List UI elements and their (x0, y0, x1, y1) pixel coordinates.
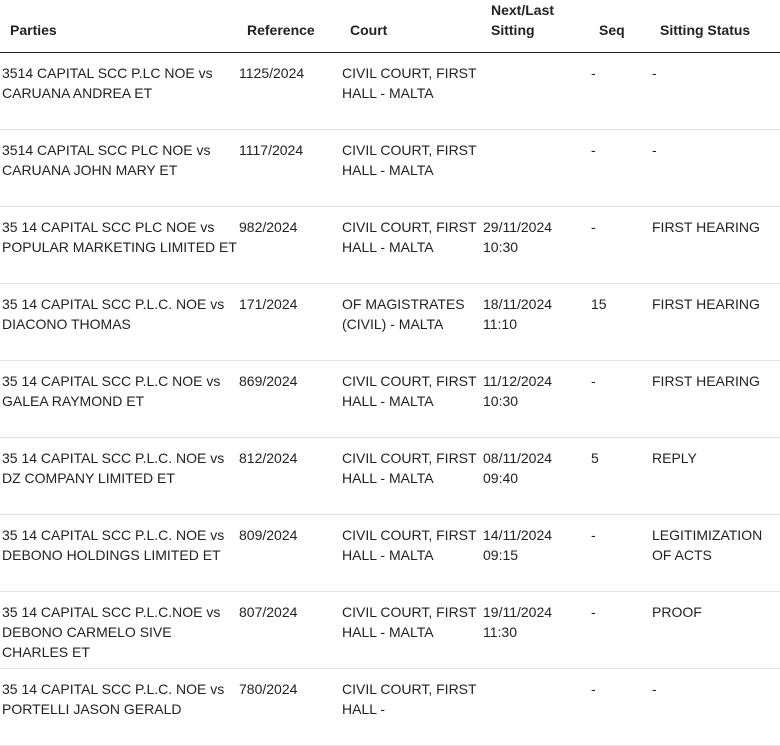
cell-parties: 35 14 CAPITAL SCC P.L.C. NOE vs DIACONO THOMAS (0, 284, 239, 361)
sitting-date: 11/12/2024 (483, 373, 553, 389)
sitting-time: 09:40 (483, 470, 519, 486)
header-sitting-status[interactable]: Sitting Status (652, 0, 780, 53)
cell-reference: 812/2024 (239, 438, 342, 515)
cell-next-last-sitting (483, 669, 591, 746)
sitting-time: 11:10 (483, 316, 517, 332)
cell-next-last-sitting (483, 53, 591, 130)
cell-sitting-status: FIRST HEARING (652, 361, 780, 438)
cell-reference: 809/2024 (239, 515, 342, 592)
cell-next-last-sitting (483, 592, 591, 669)
cell-court: CIVIL COURT, FIRST HALL - (342, 669, 483, 746)
table-row[interactable] (0, 669, 780, 746)
sitting-date: 14/11/2024 (483, 527, 553, 543)
cell-seq: 15 (591, 284, 652, 361)
table-header (0, 0, 780, 53)
cell-sitting-status: - (652, 130, 780, 207)
cell-next-last-sitting (483, 207, 591, 284)
table-row[interactable] (0, 284, 780, 361)
cell-reference: 869/2024 (239, 361, 342, 438)
cell-reference: 171/2024 (239, 284, 342, 361)
table-row[interactable] (0, 515, 780, 592)
cell-court: CIVIL COURT, FIRST HALL - MALTA (342, 53, 483, 130)
cell-parties: 35 14 CAPITAL SCC P.L.C. NOE vs DEBONO HOLDINGS LIMITED ET (0, 515, 239, 592)
header-sitting-line2: Sitting (491, 22, 535, 38)
cell-court: CIVIL COURT, FIRST HALL - MALTA (342, 438, 483, 515)
table-row[interactable] (0, 130, 780, 207)
sitting-time: 09:15 (483, 547, 519, 563)
cell-court: CIVIL COURT, FIRST HALL - MALTA (342, 130, 483, 207)
cell-reference: 1125/2024 (239, 53, 342, 130)
cell-parties: 35 14 CAPITAL SCC P.L.C NOE vs GALEA RAYMOND ET (0, 361, 239, 438)
header-reference[interactable]: Reference (239, 0, 342, 53)
cell-reference: 807/2024 (239, 592, 342, 669)
cell-sitting-status: REPLY (652, 438, 780, 515)
cell-sitting-status: FIRST HEARING (652, 207, 780, 284)
cell-sitting-status: PROOF (652, 592, 780, 669)
cell-seq: - (591, 592, 652, 669)
cell-parties: 35 14 CAPITAL SCC PLC NOE vs POPULAR MARKETING LIMITED ET (0, 207, 239, 284)
sitting-date: 29/11/2024 (483, 219, 553, 235)
header-parties[interactable]: Parties (0, 0, 239, 53)
cell-sitting-status: LEGITIMIZATION OF ACTS (652, 515, 780, 592)
cell-next-last-sitting (483, 130, 591, 207)
cell-reference: 982/2024 (239, 207, 342, 284)
cell-reference: 780/2024 (239, 669, 342, 746)
cell-parties: 35 14 CAPITAL SCC P.L.C.NOE vs DEBONO CARMELO SIVE CHARLES ET (0, 592, 239, 669)
sitting-time: 11:30 (483, 624, 517, 640)
cell-parties: 35 14 CAPITAL SCC P.L.C. NOE vs PORTELLI JASON GERALD (0, 669, 239, 746)
header-row (0, 0, 780, 53)
cell-next-last-sitting (483, 361, 591, 438)
cell-court: CIVIL COURT, FIRST HALL - MALTA (342, 207, 483, 284)
cell-seq: - (591, 515, 652, 592)
table-row[interactable] (0, 207, 780, 284)
header-next-last-sitting[interactable] (483, 0, 591, 53)
header-sitting-line1: Next/Last (491, 2, 555, 18)
cell-parties: 3514 CAPITAL SCC P.LC NOE vs CARUANA ANDREA ET (0, 53, 239, 130)
cell-seq: - (591, 207, 652, 284)
cell-sitting-status: - (652, 53, 780, 130)
cell-next-last-sitting (483, 515, 591, 592)
sitting-date: 08/11/2024 (483, 450, 553, 466)
cell-seq: 5 (591, 438, 652, 515)
cell-next-last-sitting (483, 284, 591, 361)
cell-seq: - (591, 669, 652, 746)
cell-next-last-sitting (483, 438, 591, 515)
cell-court: CIVIL COURT, FIRST HALL - MALTA (342, 592, 483, 669)
table-row[interactable] (0, 361, 780, 438)
cell-reference: 1117/2024 (239, 130, 342, 207)
cell-court: OF MAGISTRATES (CIVIL) - MALTA (342, 284, 483, 361)
table-row[interactable] (0, 438, 780, 515)
cell-court: CIVIL COURT, FIRST HALL - MALTA (342, 361, 483, 438)
sitting-time: 10:30 (483, 393, 519, 409)
table-row[interactable] (0, 592, 780, 669)
cell-parties: 35 14 CAPITAL SCC P.L.C. NOE vs DZ COMPANY LIMITED ET (0, 438, 239, 515)
sitting-date: 18/11/2024 (483, 296, 553, 312)
cell-sitting-status: - (652, 669, 780, 746)
cell-parties: 3514 CAPITAL SCC PLC NOE vs CARUANA JOHN MARY ET (0, 130, 239, 207)
sitting-date: 19/11/2024 (483, 604, 553, 620)
cell-sitting-status: FIRST HEARING (652, 284, 780, 361)
table-body (0, 53, 780, 746)
cell-court: CIVIL COURT, FIRST HALL - MALTA (342, 515, 483, 592)
cell-seq: - (591, 361, 652, 438)
header-court[interactable]: Court (342, 0, 483, 53)
table-row[interactable] (0, 53, 780, 130)
cell-seq: - (591, 53, 652, 130)
header-seq[interactable]: Seq (591, 0, 652, 53)
cell-seq: - (591, 130, 652, 207)
sitting-time: 10:30 (483, 239, 519, 255)
